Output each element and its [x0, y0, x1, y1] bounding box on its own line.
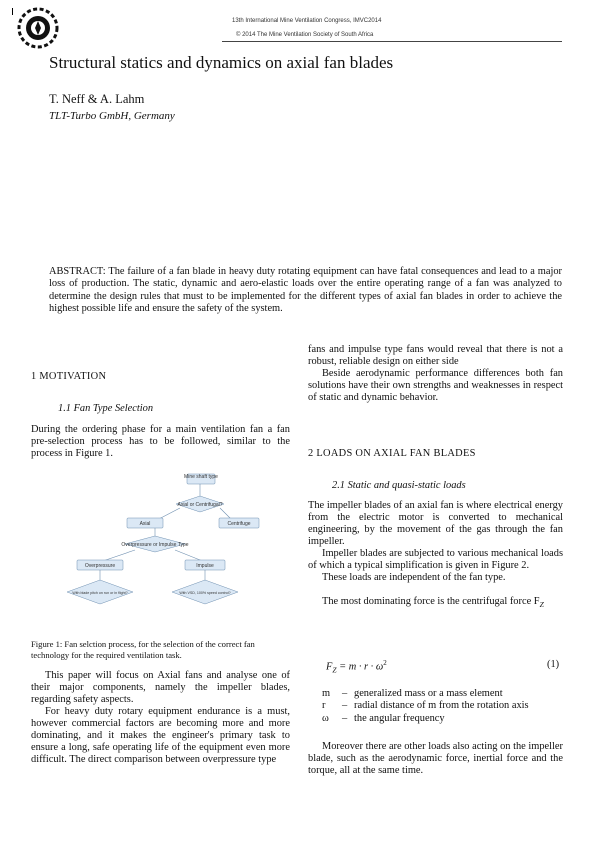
authors: T. Neff & A. Lahm — [49, 92, 145, 106]
right-text-5 — [308, 596, 563, 611]
eq-lhs-sub: Z — [332, 665, 337, 675]
symbol-definitions — [322, 688, 562, 725]
figure-1-flowchart — [55, 466, 275, 624]
def-text: the angular frequency — [354, 712, 445, 724]
svg-text:Axial — [140, 521, 151, 527]
def-row-omega — [322, 713, 562, 725]
section-1-heading: 1 MOTIVATION — [31, 371, 107, 382]
abstract-text: The failure of a fan blade in heavy duty rotating equipment can have fatal consequences and lead to a major loss of production. The static, dynamic and aero-elastic loads over the entire operating range of a fan was analyzed to determine the design rules that must to be implemented for the different types of axial fan blades in order to achieve the highest possible life and ensure the safety of the system. — [49, 266, 562, 315]
right-text-5-sub: Z — [539, 600, 544, 610]
abstract — [49, 266, 562, 316]
svg-text:Overpressure — [85, 563, 116, 569]
figure-1-caption: Figure 1: Fan selction process, for the selection of the correct fan technology for the required ventilation task. — [31, 639, 255, 660]
flow-impulse-label: Impulse — [196, 563, 214, 569]
eq-lhs: F — [326, 661, 333, 673]
corner-mark — [12, 8, 13, 15]
section-2-heading: 2 LOADS ON AXIAL FAN BLADES — [308, 448, 476, 459]
flow-blade-label: With blade pitch on run or in flight? — [72, 591, 128, 595]
flow-axial-q-label: Axial or Centrifugal? — [177, 502, 223, 508]
left-paragraph-1 — [31, 424, 290, 460]
right-text-4: These loads are independent of the fan type. — [322, 572, 506, 583]
paper-title: Structural statics and dynamics on axial fan blades — [49, 53, 394, 72]
svg-text:Impulse — [196, 563, 214, 569]
right-text-0: fans and impulse type fans would reveal that there is not a robust, reliable design on either side — [308, 344, 563, 367]
header-copyright: © 2014 The Mine Ventilation Society of South Africa — [236, 32, 374, 38]
flow-start-label: Mine shaft type — [184, 474, 218, 480]
flow-axial-label: Axial — [139, 521, 151, 527]
def-sym: ω — [322, 712, 329, 724]
def-dash: – — [342, 712, 348, 724]
def-dash: – — [342, 700, 348, 712]
def-sym: r — [322, 700, 326, 712]
svg-text:Axial or Centrifugal? — [177, 502, 222, 508]
left-text-1: During the ordering phase for a main ventilation fan a fan pre-selection process has to be followed, similar to the process in Figure 1. — [31, 424, 290, 459]
svg-text:With VSD, 100% speed control? — [179, 591, 230, 595]
svg-text:Overpressure or Impulse Type — [121, 542, 188, 548]
def-row-m — [322, 688, 562, 700]
svg-text:With blade pitch on run or in — [72, 591, 127, 595]
eq-rhs: = m · r · ω — [336, 661, 384, 673]
right-final — [308, 741, 563, 777]
svg-text:Centrifuge — [227, 521, 250, 527]
def-dash: – — [342, 688, 348, 699]
left-text-3: For heavy duty rotary equipment endurance is a must, however commercial factors are becoming more and more dominating, and it makes the engineer's primary task to ensure a long, safe operating life of the equipment even more difficult. The direct comparison between overpressure type — [31, 706, 290, 765]
section-2-1-heading: 2.1 Static and quasi-static loads — [332, 480, 466, 491]
left-text-2: This paper will focus on Axial fans and analyse one of their major components, namely the impeller blades, regarding safety aspects. — [31, 670, 290, 705]
right-text-3: Impeller blades are subjected to various mechanical loads of which a typical simplification is given in Figure 2. — [308, 548, 563, 571]
header-congress: 13th International Mine Ventilation Congress, IMVC2014 — [232, 18, 382, 24]
right-text-6: Moreover there are other loads also acting on the impeller blade, such as the aerodynamic force, inertial force and the torque, all at the same time. — [308, 741, 563, 776]
left-body — [31, 670, 290, 766]
equation-1 — [326, 659, 387, 675]
def-sym: m — [322, 688, 331, 699]
def-text: radial distance of m from the rotation axis — [354, 700, 529, 712]
flow-type-label: Overpressure or Impulse Type — [121, 542, 189, 548]
right-text-1: Beside aerodynamic performance differences both fan solutions have their own strengths and weaknesses in respect of static and dynamic behavior. — [308, 368, 563, 403]
affiliation: TLT-Turbo GmbH, Germany — [49, 110, 175, 122]
svg-text:Mine shaft type — [184, 474, 218, 480]
flow-overpressure-label: Overpressure — [84, 563, 116, 569]
section-1-1-heading: 1.1 Fan Type Selection — [58, 403, 154, 414]
def-row-r — [322, 700, 562, 712]
right-text-2: The impeller blades of an axial fan is where electrical energy from the electric motor is converted to mechanical engineering, by the movement of the gas through the fan impeller. — [308, 500, 563, 547]
flow-centrifuge-label: Centrifuge — [227, 521, 251, 527]
flow-vsd-label: With VSD, 100% speed control? — [179, 591, 231, 595]
right-top — [308, 344, 563, 404]
header-rule — [222, 41, 562, 42]
equation-number: (1) — [547, 659, 560, 670]
right-body — [308, 500, 563, 611]
eq-sup: 2 — [383, 659, 387, 667]
def-text: generalized mass or a mass element — [354, 688, 503, 699]
right-text-5-main: The most dominating force is the centrifugal force F — [322, 596, 540, 607]
abstract-label: ABSTRACT: — [49, 266, 106, 277]
congress-logo-icon — [16, 6, 60, 50]
